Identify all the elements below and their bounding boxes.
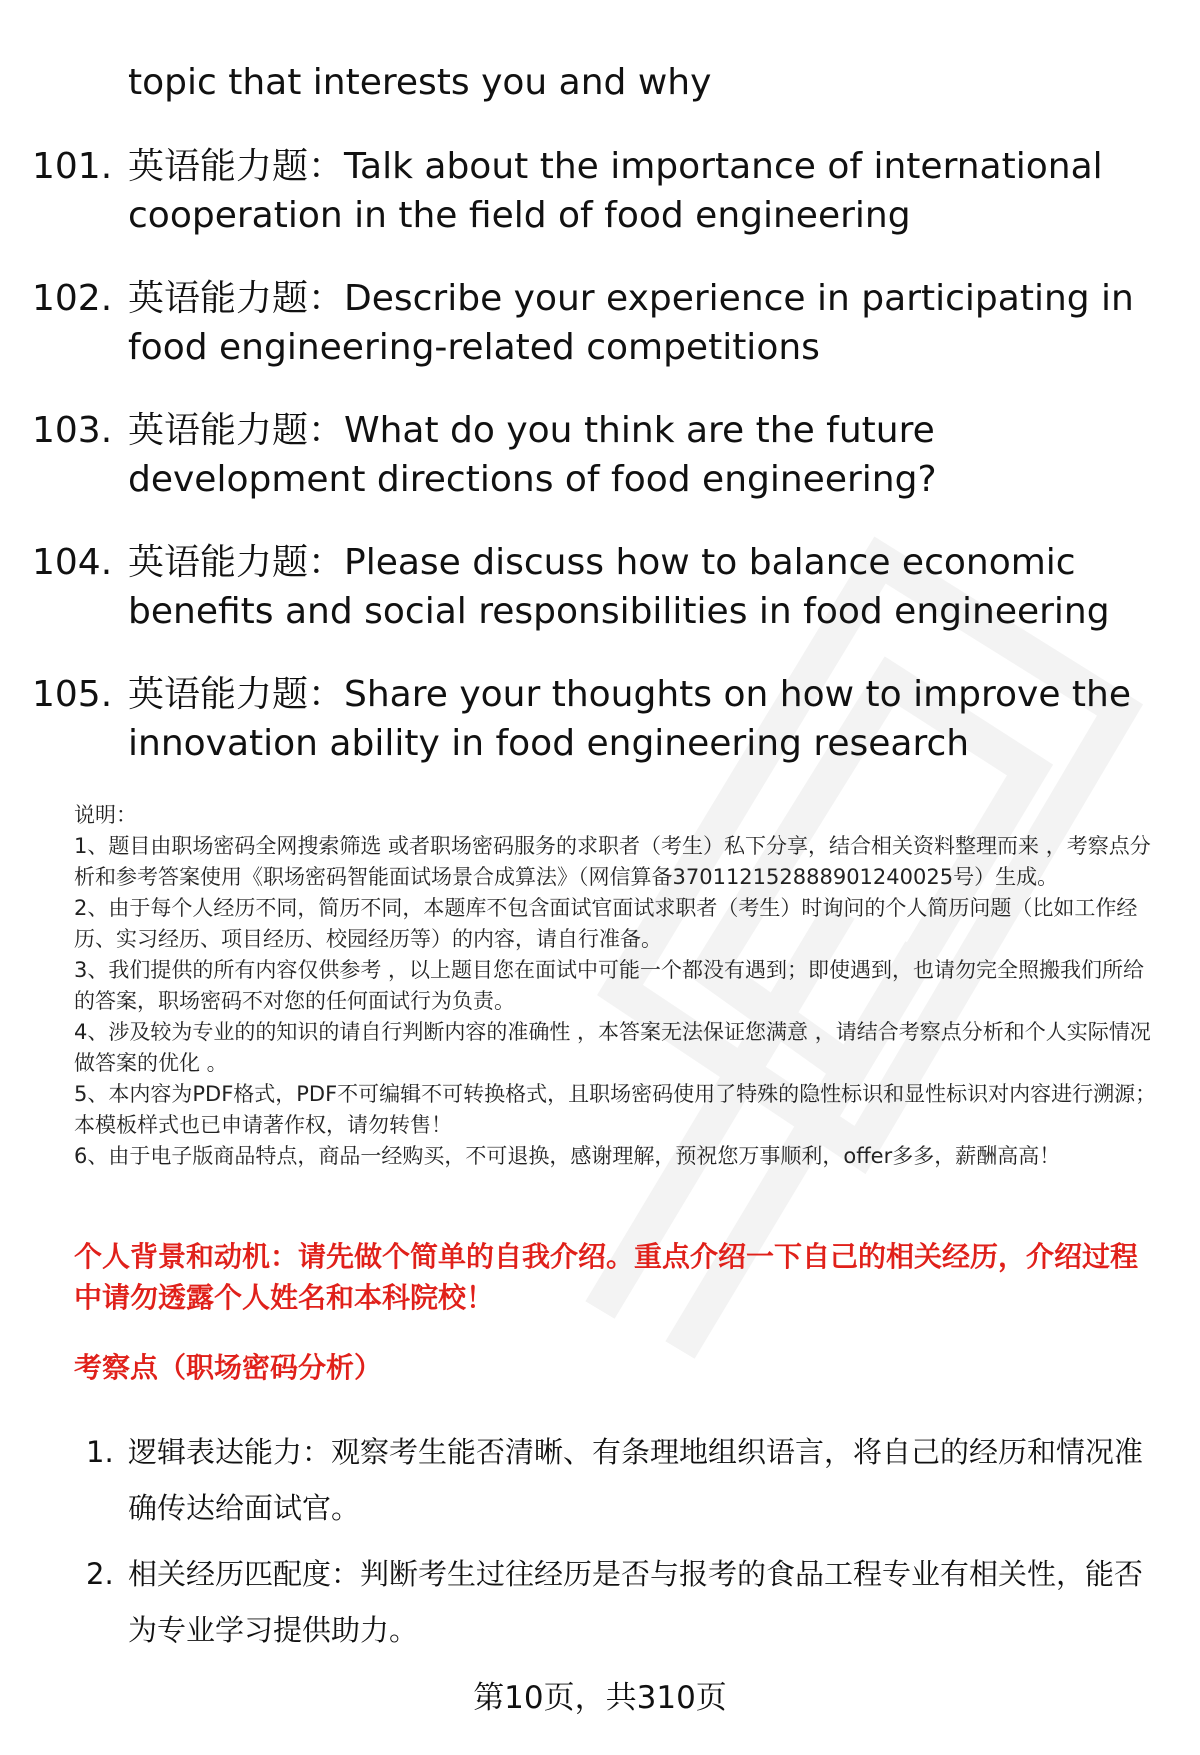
section-heading: 个人背景和动机：请先做个简单的自我介绍。重点介绍一下自己的相关经历，介绍过程中请勿透露个人姓名和本科院校！ — [74, 1240, 1139, 1314]
question-number: 105. — [32, 674, 113, 715]
question-item — [0, 274, 1200, 406]
question-continuation: topic that interests you and why — [128, 62, 712, 103]
section-subheading: 考察点（职场密码分析） — [74, 1351, 383, 1384]
note-item: 1、题目由职场密码全网搜索筛选 或者职场密码服务的求职者（考生）私下分享，结合相关资料整理而来 ，考察点分析和参考答案使用《职场密码智能面试场景合成算法》（网信算备370112152888901240025号）生成。 — [74, 834, 1151, 889]
question-item — [0, 670, 1200, 802]
question-text: 英语能力题：Please discuss how to balance economic benefits and social responsibilities in food engineering — [128, 542, 1110, 632]
point-number: 2. — [86, 1557, 114, 1591]
note-item: 4、涉及较为专业的的知识的请自行判断内容的准确性 ，本答案无法保证您满意 ，请结合考察点分析和个人实际情况做答案的优化 。 — [74, 1020, 1151, 1075]
question-number: 101. — [32, 146, 113, 187]
assessment-points — [0, 1424, 1200, 1668]
note-item: 5、本内容为PDF格式，PDF不可编辑不可转换格式，且职场密码使用了特殊的隐性标识和显性标识对内容进行溯源；本模板样式也已申请著作权，请勿转售！ — [74, 1082, 1157, 1137]
question-item — [0, 538, 1200, 670]
assessment-point — [0, 1546, 1200, 1668]
disclaimer-notes — [74, 800, 1164, 1172]
question-item — [0, 406, 1200, 538]
question-text: 英语能力题：What do you think are the future development directions of food engineering? — [128, 410, 937, 500]
question-item — [0, 142, 1200, 274]
notes-title: 说明： — [74, 803, 137, 827]
question-text: 英语能力题：Share your thoughts on how to improve the innovation ability in food engineering research — [128, 674, 1132, 764]
note-item: 6、由于电子版商品特点，商品一经购买，不可退换，感谢理解，预祝您万事顺利，offer多多，薪酬高高！ — [74, 1144, 1061, 1168]
point-number: 1. — [86, 1435, 114, 1469]
question-number: 103. — [32, 410, 113, 451]
question-number: 104. — [32, 542, 113, 583]
point-text: 相关经历匹配度：判断考生过往经历是否与报考的食品工程专业有相关性，能否为专业学习提供助力。 — [128, 1557, 1144, 1647]
page-footer: 第10页，共310页 — [473, 1680, 727, 1716]
note-item: 3、我们提供的所有内容仅供参考 ，以上题目您在面试中可能一个都没有遇到；即使遇到，也请勿完全照搬我们所给的答案，职场密码不对您的任何面试行为负责。 — [74, 958, 1145, 1013]
question-text: 英语能力题：Talk about the importance of international cooperation in the field of food engineering — [128, 146, 1103, 236]
assessment-point — [0, 1424, 1200, 1546]
point-text: 逻辑表达能力：观察考生能否清晰、有条理地组织语言，将自己的经历和情况准确传达给面试官。 — [128, 1435, 1144, 1525]
question-list — [0, 142, 1200, 802]
question-text: 英语能力题：Describe your experience in participating in food engineering-related competitions — [128, 278, 1134, 368]
note-item: 2、由于每个人经历不同，简历不同，本题库不包含面试官面试求职者（考生）时询问的个人简历问题（比如工作经历、实习经历、项目经历、校园经历等）的内容，请自行准备。 — [74, 896, 1138, 951]
question-number: 102. — [32, 278, 113, 319]
